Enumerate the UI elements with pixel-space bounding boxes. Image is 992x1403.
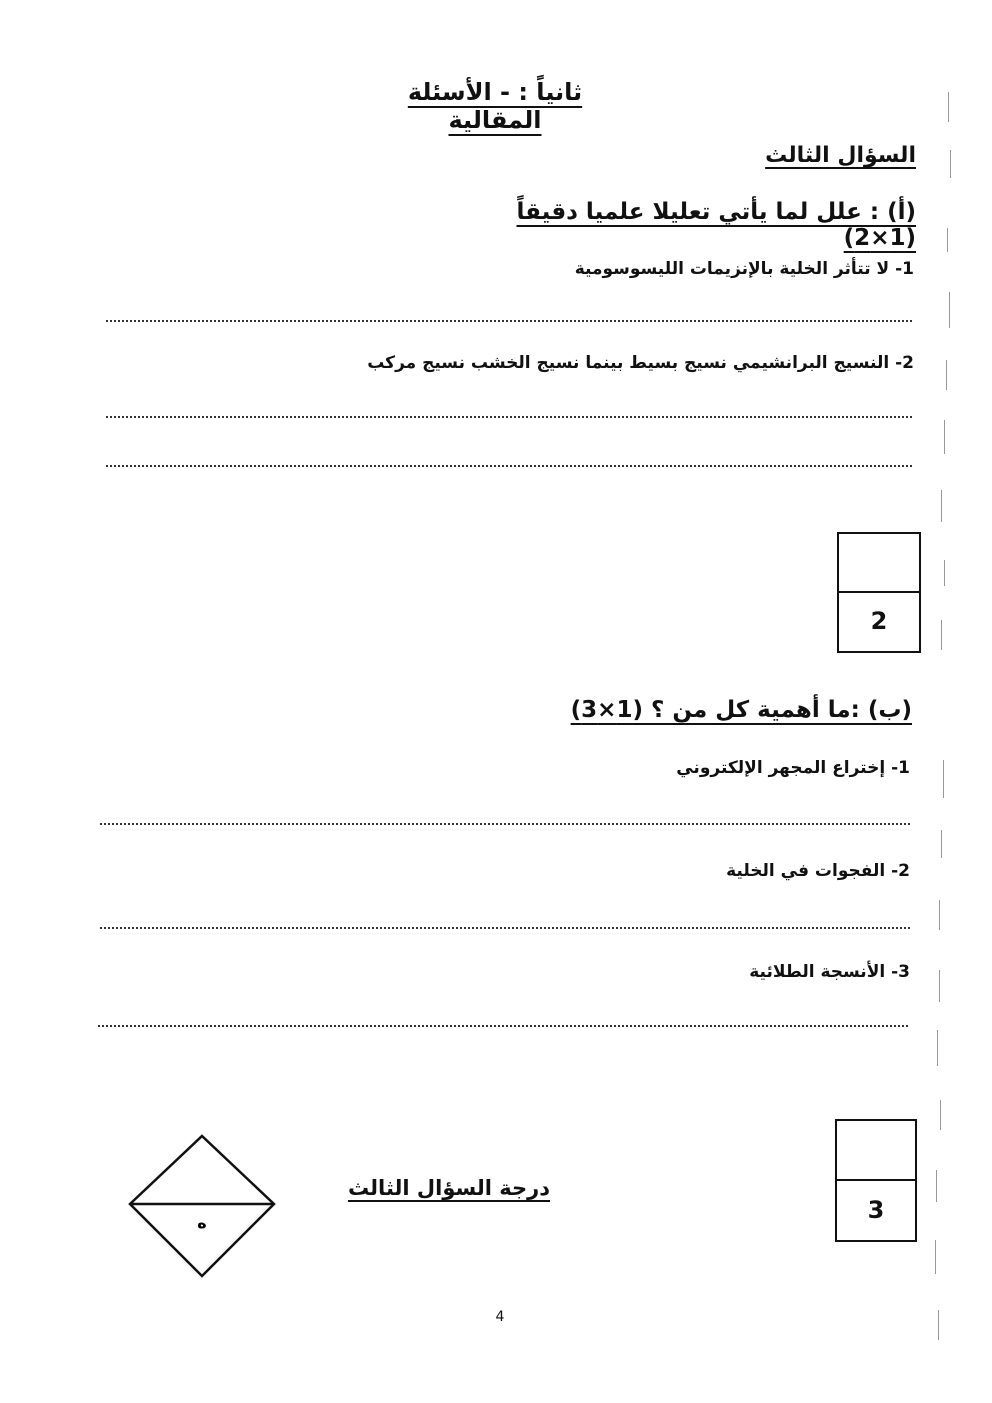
- answer-line[interactable]: [106, 416, 912, 418]
- score-box-obtained[interactable]: [837, 1121, 915, 1181]
- section-title: ثانياً : - الأسئلة المقالية: [407, 78, 583, 134]
- question-total-label: درجة السؤال الثالث: [347, 1176, 550, 1200]
- part-b-item-3: 3- الأنسجة الطلائية: [749, 962, 910, 982]
- part-b-heading: (ب) :ما أهمية كل من ؟ (1×3): [570, 697, 912, 723]
- part-a-item-1: 1- لا تتأثر الخلية بالإنزيمات الليسوسومية: [574, 259, 914, 279]
- score-box-part-b: [835, 1119, 917, 1242]
- part-b-item-2: 2- الفجوات في الخلية: [726, 861, 910, 881]
- answer-line[interactable]: [100, 823, 910, 825]
- score-box-max: 2: [870, 607, 888, 635]
- total-score-diamond: [124, 1130, 280, 1282]
- score-box-max: 3: [867, 1195, 885, 1224]
- answer-line[interactable]: [106, 465, 912, 467]
- total-score-mark: ه: [197, 1213, 207, 1232]
- score-box-part-a: [837, 532, 921, 653]
- part-a-item-2: 2- النسيج البرانشيمي نسيج بسيط بينما نسيج الخشب نسيج مركب: [367, 353, 914, 373]
- part-a-heading: (أ) : علل لما يأتي تعليلا علميا دقيقاً (1×2): [516, 199, 916, 251]
- page-number: 4: [495, 1309, 505, 1325]
- answer-line[interactable]: [100, 927, 910, 929]
- answer-line[interactable]: [106, 320, 912, 322]
- score-box-obtained[interactable]: [839, 534, 919, 593]
- question-heading: السؤال الثالث: [765, 143, 916, 168]
- part-b-item-1: 1- إختراع المجهر الإلكتروني: [676, 758, 910, 778]
- answer-line[interactable]: [98, 1025, 908, 1027]
